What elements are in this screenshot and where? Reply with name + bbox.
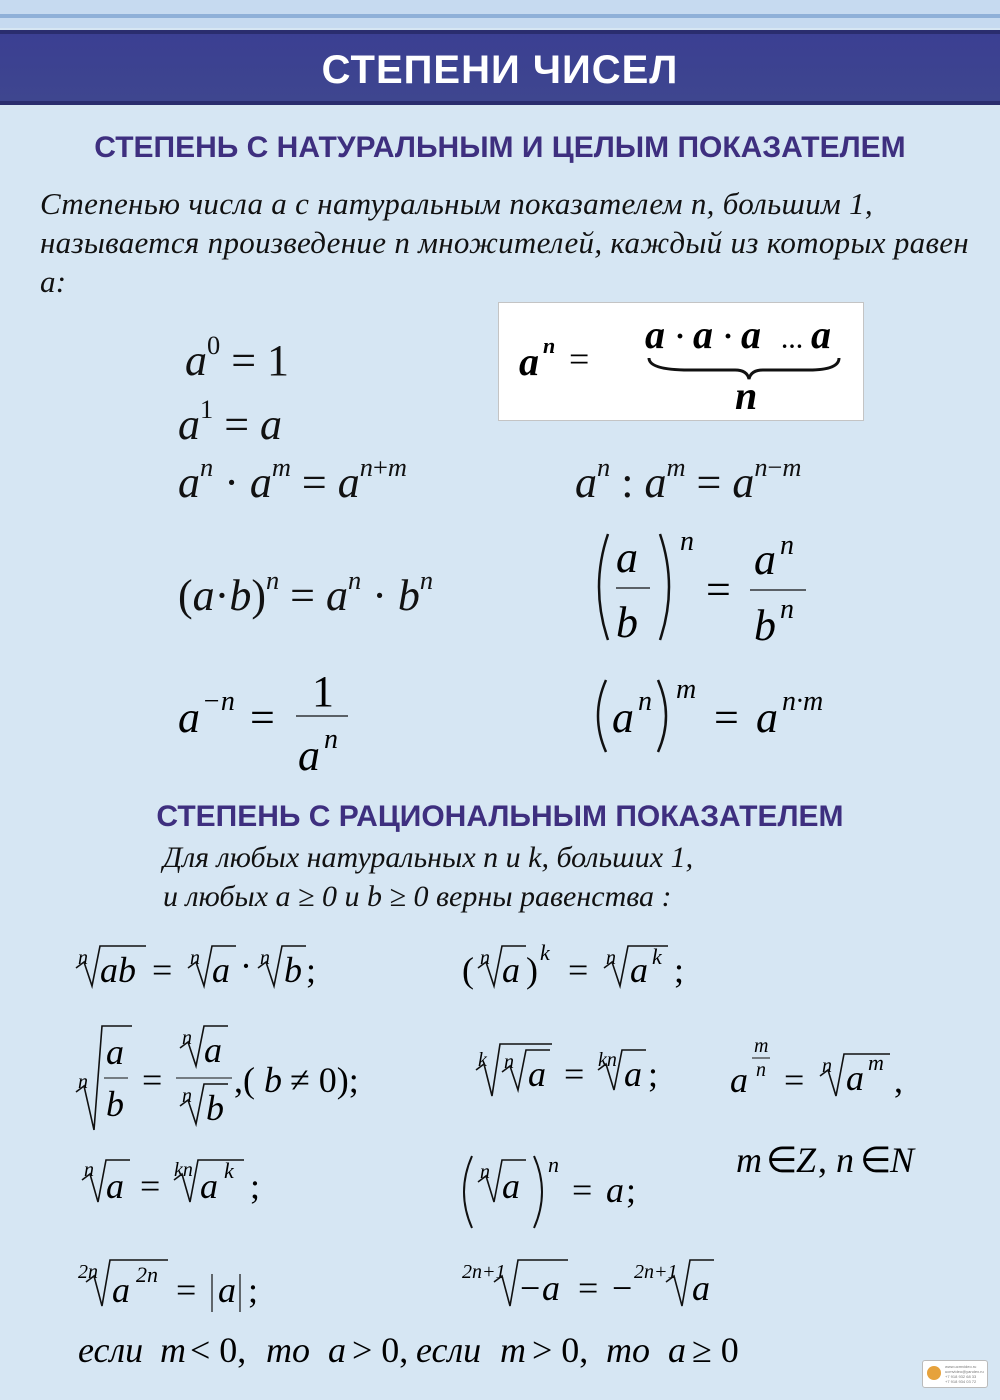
svg-text:a: a (542, 1268, 560, 1308)
svg-text:≥ 0: ≥ 0 (692, 1330, 739, 1370)
svg-text:a: a (756, 693, 778, 742)
svg-text:N: N (890, 1140, 915, 1180)
svg-text:a: a (693, 312, 713, 357)
svg-text:=: = (176, 1270, 197, 1310)
formula-rational-exp (730, 1035, 903, 1100)
svg-text:m: m (754, 1035, 769, 1057)
svg-text:a: a (106, 1166, 124, 1206)
svg-text:b: b (616, 598, 638, 647)
svg-text:n: n (756, 1059, 766, 1081)
svg-text:a: a (502, 950, 520, 990)
svg-text:b: b (264, 1060, 282, 1100)
svg-text:·: · (675, 320, 686, 353)
logo-line4: +7 918 934 03 72 (945, 1379, 977, 1384)
svg-text:=: = (142, 1060, 163, 1100)
svg-text:n: n (735, 373, 758, 418)
svg-text:·: · (723, 320, 734, 353)
svg-text:∈: ∈ (766, 1140, 798, 1180)
svg-text:,: , (894, 1060, 903, 1100)
logo-line2: ucmvideo@yandex.ru (945, 1369, 984, 1374)
svg-text:a: a (846, 1058, 864, 1098)
svg-text:a: a (519, 339, 539, 384)
rational-intro-line1: Для любых натуральных n и k, больших 1, (163, 841, 694, 874)
svg-text:,: , (818, 1140, 827, 1180)
svg-text:,(: ,( (234, 1060, 255, 1100)
formula-quotient-rule: $a^n$ : $a^m = a^{n-m}$ (575, 452, 802, 508)
svg-text:a: a (741, 312, 761, 357)
svg-text:a: a (204, 1030, 222, 1070)
svg-text:a: a (692, 1268, 710, 1308)
svg-text:то: то (606, 1330, 650, 1370)
svg-text:a: a (218, 1270, 236, 1310)
formula-negative-power (178, 660, 378, 785)
svg-text:b: b (284, 950, 302, 990)
svg-text:a: a (630, 950, 648, 990)
definition-box-formula (499, 303, 863, 420)
formula-root-extension (82, 1158, 260, 1206)
svg-text:;: ; (674, 950, 685, 990)
svg-text:a: a (624, 1054, 642, 1094)
svg-text:=: = (140, 1166, 161, 1206)
svg-text:a: a (212, 950, 230, 990)
top-strip-line (0, 14, 1000, 18)
svg-text:kn: kn (598, 1049, 617, 1071)
svg-text:a: a (754, 535, 776, 584)
svg-text:a: a (612, 693, 634, 742)
svg-text:b: b (206, 1088, 224, 1128)
svg-text:n: n (822, 1055, 832, 1077)
svg-text:a: a (112, 1270, 130, 1310)
svg-text:m: m (676, 674, 697, 705)
svg-text:n: n (543, 333, 556, 358)
svg-text:kn: kn (174, 1159, 193, 1181)
svg-text:;: ; (248, 1270, 259, 1310)
svg-text:−: − (520, 1268, 541, 1308)
svg-text:k: k (652, 944, 662, 969)
formula-power-of-power (590, 668, 850, 773)
svg-text:если: если (416, 1330, 482, 1370)
svg-text:=: = (578, 1268, 599, 1308)
rational-formulas (0, 920, 1000, 1380)
svg-text:−: − (612, 1268, 633, 1308)
svg-text:=: = (568, 950, 589, 990)
svg-text:;: ; (626, 1170, 637, 1210)
svg-text:−n: −n (202, 686, 235, 717)
svg-text:≠ 0);: ≠ 0); (290, 1060, 359, 1100)
svg-text:то: то (266, 1330, 310, 1370)
formula-even-root (78, 1260, 258, 1312)
definition-text: Степенью числа a с натуральным показателем n, большим 1, называется произведение n множителей, каждый из которых равен a: (40, 186, 969, 299)
formula-product-rule: $a^n \cdot a^m = a^{n+m}$ (178, 452, 407, 508)
svg-text:k: k (224, 1158, 234, 1183)
svg-text:·: · (240, 946, 252, 986)
svg-text:Z: Z (796, 1140, 817, 1180)
svg-text:n: n (606, 947, 616, 969)
formula-first-power: $a^1 = a$ (178, 394, 283, 450)
svg-text:n: n (780, 594, 794, 625)
top-strip (0, 0, 1000, 28)
logo-line3: +7 918 932 68 33 (945, 1374, 977, 1379)
svg-text:n: n (324, 724, 338, 755)
formula-nested-root (476, 1044, 658, 1096)
svg-text:a: a (606, 1170, 624, 1210)
svg-text:b: b (106, 1084, 124, 1124)
formula-root-product (76, 946, 316, 990)
formula-root-cancel (464, 1152, 636, 1228)
publisher-logo (922, 1360, 988, 1388)
svg-text:n: n (836, 1140, 854, 1180)
svg-text:n: n (548, 1152, 559, 1177)
svg-text:> 0,: > 0, (352, 1330, 409, 1370)
formula-root-fraction (76, 1026, 359, 1130)
svg-text:=: = (569, 339, 590, 379)
svg-text:a: a (106, 1032, 124, 1072)
svg-text:n: n (84, 1159, 94, 1181)
svg-text:a: a (502, 1166, 520, 1206)
section2-title: СТЕПЕНЬ С РАЦИОНАЛЬНЫМ ПОКАЗАТЕЛЕМ (156, 800, 844, 833)
svg-text:n: n (480, 947, 490, 969)
svg-text:n·m: n·m (782, 686, 824, 717)
svg-text:=: = (706, 565, 731, 614)
svg-text:n: n (504, 1051, 514, 1073)
svg-text:> 0,: > 0, (532, 1330, 589, 1370)
formula-zero-power: $a^0 = 1$ (185, 330, 290, 386)
title-banner (0, 30, 1000, 105)
svg-text:n: n (480, 1161, 490, 1183)
svg-text:n: n (780, 530, 794, 561)
svg-text:2n+1: 2n+1 (462, 1261, 506, 1283)
svg-text:a: a (178, 693, 200, 742)
svg-text:n: n (182, 1027, 192, 1049)
svg-text:n: n (78, 1071, 88, 1093)
section1-title: СТЕПЕНЬ С НАТУРАЛЬНЫМ И ЦЕЛЫМ ПОКАЗАТЕЛЕМ (94, 131, 906, 164)
svg-text:): ) (526, 950, 538, 990)
logo-line1: www.ucmvideo.ru (945, 1364, 977, 1369)
svg-text:k: k (540, 940, 550, 965)
formula-sets (736, 1140, 916, 1180)
svg-text:m: m (736, 1140, 762, 1180)
svg-text:b: b (754, 601, 776, 650)
svg-text:=: = (714, 693, 739, 742)
svg-text:(: ( (462, 950, 474, 990)
svg-text:;: ; (306, 950, 317, 990)
rational-intro-line2: и любых a ≥ 0 и b ≥ 0 верны равенства : (163, 880, 672, 913)
svg-text:m: m (160, 1330, 186, 1370)
svg-text:a: a (616, 533, 638, 582)
svg-text:n: n (680, 526, 694, 557)
svg-text:=: = (564, 1054, 585, 1094)
svg-text:m: m (500, 1330, 526, 1370)
formula-root-power (462, 940, 684, 990)
page-title: СТЕПЕНИ ЧИСЕЛ (321, 48, 679, 92)
svg-text:n: n (182, 1085, 192, 1107)
svg-text:=: = (572, 1170, 593, 1210)
svg-text:a: a (298, 731, 320, 780)
svg-text:…: … (781, 328, 803, 353)
svg-text:a: a (328, 1330, 346, 1370)
svg-text:=: = (152, 950, 173, 990)
svg-text:ab: ab (100, 950, 136, 990)
svg-text:a: a (200, 1166, 218, 1206)
rational-intro (163, 838, 963, 916)
svg-text:a: a (645, 312, 665, 357)
svg-text:a: a (668, 1330, 686, 1370)
svg-text:n: n (190, 947, 200, 969)
svg-text:< 0,: < 0, (190, 1330, 247, 1370)
formula-condition (78, 1330, 739, 1370)
svg-text:a: a (528, 1054, 546, 1094)
formula-product-power: $(a\cdot b)^n = a^n \cdot b^n$ (178, 565, 434, 621)
formula-fraction-power (588, 522, 828, 662)
svg-text:2n: 2n (78, 1261, 98, 1283)
svg-text:2n+1: 2n+1 (634, 1261, 678, 1283)
svg-text:1: 1 (312, 667, 334, 716)
svg-text:a: a (811, 312, 831, 357)
svg-text:если: если (78, 1330, 144, 1370)
svg-text:k: k (478, 1049, 487, 1071)
svg-text:n: n (260, 947, 270, 969)
svg-text:a: a (730, 1060, 748, 1100)
definition-box (498, 302, 864, 421)
svg-text:n: n (638, 686, 652, 717)
svg-text:;: ; (648, 1054, 659, 1094)
svg-text:=: = (250, 693, 275, 742)
svg-text:=: = (784, 1060, 805, 1100)
svg-text:m: m (868, 1050, 884, 1075)
svg-text:2n: 2n (136, 1262, 158, 1287)
svg-text:;: ; (250, 1166, 261, 1206)
svg-text:n: n (78, 947, 88, 969)
svg-text:∈: ∈ (860, 1140, 892, 1180)
publisher-logo-icon (927, 1366, 941, 1380)
formula-odd-root (462, 1260, 714, 1308)
publisher-contacts (945, 1364, 985, 1384)
